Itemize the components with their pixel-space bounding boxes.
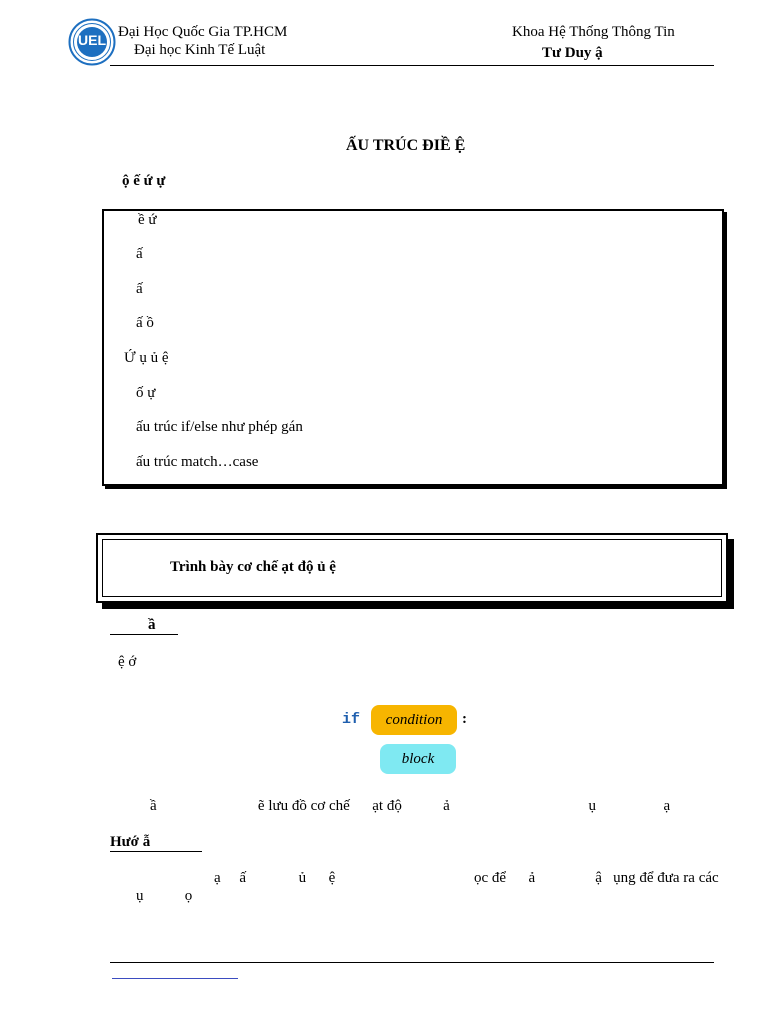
footer-rule [110, 962, 714, 963]
header-department: Khoa Hệ Thống Thông Tin [512, 24, 675, 40]
objective-item: ấ [136, 246, 143, 262]
intro-line: ệ ớ [118, 654, 137, 670]
objective-item: ấ [136, 281, 143, 297]
logo-text: UEL [78, 32, 106, 48]
instruction-line: ầ ẽ lưu đồ cơ chế ạt độ ả ụ ạ [150, 798, 671, 814]
footnote-link-line [112, 978, 238, 979]
header-rule [110, 65, 714, 66]
objective-item: ấu trúc match…case [136, 454, 259, 470]
header-course: Tư Duy ậ [542, 45, 603, 61]
objective-item: ề ứ [138, 212, 157, 228]
objective-item: ố ự [136, 385, 156, 401]
guide-line-2: ụ ọ [136, 888, 193, 904]
page-title: ẤU TRÚC ĐIỀ Ệ [346, 137, 466, 154]
objective-item: Ứ ụ ủ ệ [124, 350, 169, 366]
uel-logo [68, 18, 116, 66]
section-heading-underline [110, 634, 178, 635]
code-colon: : [462, 711, 467, 727]
objectives-box [102, 209, 724, 486]
header-university: Đại Học Quốc Gia TP.HCM [118, 24, 288, 40]
exercise-text: Trình bày cơ chế ạt độ ủ ệ [170, 559, 336, 575]
subtitle: ộ ế ứ ự [122, 173, 166, 189]
objective-item: ấ ồ [136, 315, 154, 331]
guide-heading: Hướ ẫ [110, 834, 151, 850]
guide-line-1: ạ ấ ủ ệ ọc để ả ậ ụng để đưa ra các [214, 870, 719, 886]
objective-item: ấu trúc if/else như phép gán [136, 419, 303, 435]
block-pill: block [380, 744, 456, 774]
guide-heading-underline [110, 851, 202, 852]
condition-pill: condition [371, 705, 457, 735]
header-faculty: Đại học Kinh Tế Luật [134, 42, 266, 58]
code-keyword-if: if [342, 711, 361, 728]
section-heading: ầ [148, 617, 156, 633]
